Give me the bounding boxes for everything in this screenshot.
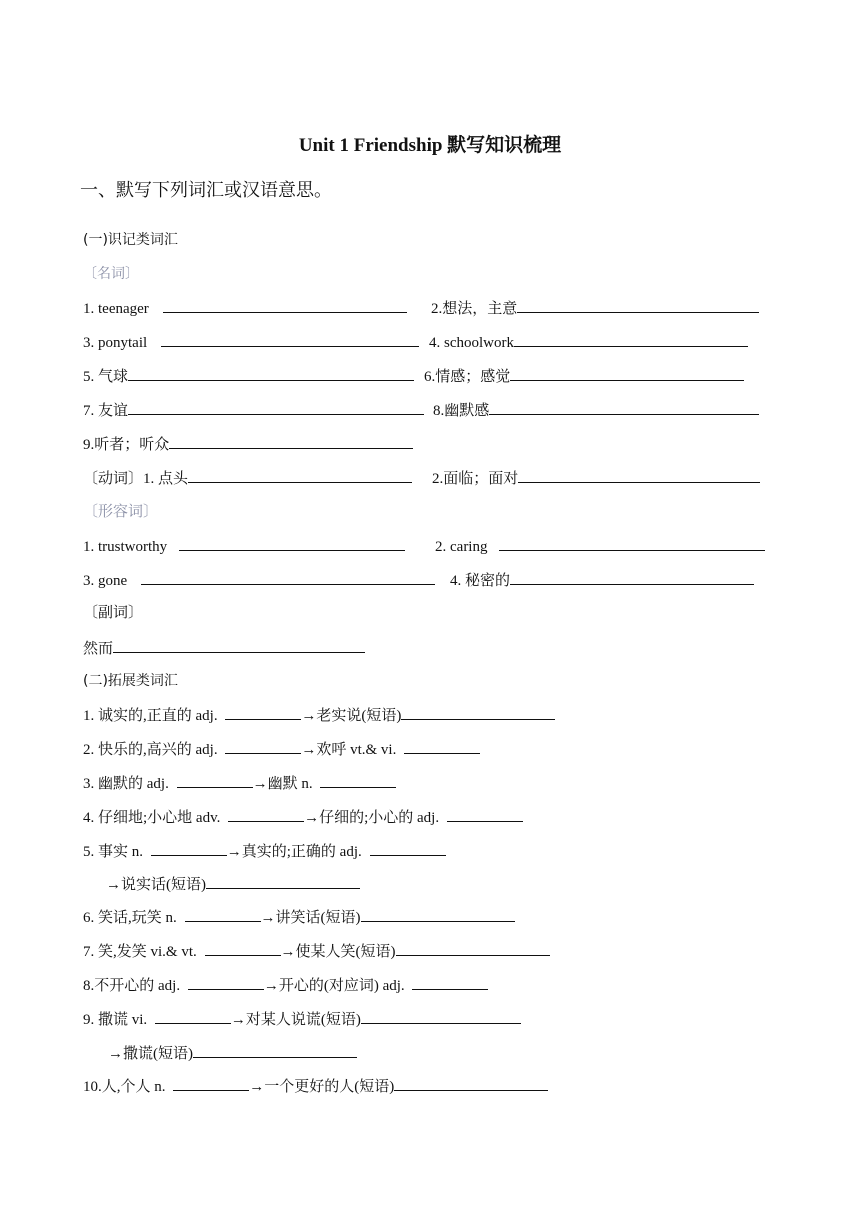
- item-prompt: 2. 快乐的,高兴的 adj.: [83, 742, 218, 758]
- part-two-heading: (二)拓展类词汇: [83, 673, 178, 689]
- item-derived-prompt: →说实话(短语): [106, 877, 206, 893]
- derivation-row-4: [83, 806, 523, 828]
- derivation-row-1: [83, 704, 555, 726]
- adjective-prompt: 3. gone: [83, 573, 128, 589]
- noun-prompt: 5. 气球: [83, 369, 129, 385]
- answer-blank[interactable]: [228, 806, 304, 822]
- part-one-heading: (一)识记类词汇: [83, 232, 178, 248]
- item-prompt: 4. 仔细地;小心地 adv.: [83, 810, 221, 826]
- answer-blank[interactable]: [225, 704, 301, 720]
- noun-prompt: 6.情感；感觉: [424, 369, 511, 385]
- answer-blank[interactable]: [173, 1075, 249, 1091]
- answer-blank[interactable]: [404, 738, 480, 754]
- adjectives-label: 〔形容词〕: [83, 504, 159, 520]
- answer-blank[interactable]: [510, 365, 744, 381]
- answer-blank[interactable]: [193, 1042, 357, 1058]
- answer-blank[interactable]: [155, 1008, 231, 1024]
- answer-blank[interactable]: [206, 873, 360, 889]
- answer-blank[interactable]: [128, 399, 424, 415]
- answer-blank[interactable]: [151, 840, 227, 856]
- noun-row-3: [83, 365, 511, 387]
- noun-row-5: [83, 433, 413, 455]
- item-prompt: 10.人,个人 n.: [83, 1079, 166, 1095]
- adverb-row: [83, 637, 365, 659]
- answer-blank[interactable]: [179, 535, 405, 551]
- item-prompt: 6. 笑话,玩笑 n.: [83, 910, 177, 926]
- noun-row-4: [83, 399, 490, 421]
- noun-prompt: 2.想法，主意: [431, 301, 518, 317]
- answer-blank[interactable]: [128, 365, 414, 381]
- item-derived-prompt: →老实说(短语): [301, 708, 402, 724]
- answer-blank[interactable]: [320, 772, 396, 788]
- derivation-row-9b: [108, 1042, 357, 1064]
- adverbs-label: 〔副词〕: [83, 605, 144, 621]
- answer-blank[interactable]: [225, 738, 301, 754]
- answer-blank[interactable]: [396, 940, 550, 956]
- derivation-row-5: [83, 840, 446, 862]
- answer-blank[interactable]: [177, 772, 253, 788]
- answer-blank[interactable]: [401, 704, 555, 720]
- answer-blank[interactable]: [188, 467, 412, 483]
- answer-blank[interactable]: [163, 297, 407, 313]
- adjective-row-2: [83, 569, 511, 591]
- derivation-row-3: [83, 772, 396, 794]
- adjective-prompt: 2. caring: [435, 539, 488, 555]
- answer-blank[interactable]: [447, 806, 523, 822]
- answer-blank[interactable]: [514, 331, 748, 347]
- item-derived-prompt: →讲笑话(短语): [260, 910, 361, 926]
- adverb-prompt: 然而: [83, 641, 114, 657]
- item-prompt: 5. 事实 n.: [83, 844, 144, 860]
- answer-blank[interactable]: [489, 399, 759, 415]
- answer-blank[interactable]: [370, 840, 446, 856]
- item-derived-prompt: →使某人笑(短语): [280, 944, 396, 960]
- derivation-row-7: [83, 940, 550, 962]
- item-derived-prompt: →一个更好的人(短语): [249, 1079, 395, 1095]
- item-derived-prompt: →撒谎(短语): [108, 1046, 193, 1062]
- answer-blank[interactable]: [510, 569, 754, 585]
- item-prompt: 8.不开心的 adj.: [83, 978, 181, 994]
- adjective-row-1: [83, 535, 488, 557]
- nouns-label: 〔名词〕: [83, 266, 139, 282]
- answer-blank[interactable]: [205, 940, 281, 956]
- item-prompt: 9. 撒谎 vi.: [83, 1012, 148, 1028]
- noun-prompt: 9.听者；听众: [83, 437, 170, 453]
- derivation-row-8: [83, 974, 488, 996]
- verbs-label: 〔动词〕1. 点头: [83, 471, 189, 487]
- noun-prompt: 3. ponytail: [83, 335, 148, 351]
- item-prompt: 1. 诚实的,正直的 adj.: [83, 708, 218, 724]
- item-derived-prompt: →开心的(对应词) adj.: [263, 978, 405, 994]
- answer-blank[interactable]: [412, 974, 488, 990]
- answer-blank[interactable]: [185, 906, 261, 922]
- answer-blank[interactable]: [161, 331, 419, 347]
- verb-row: [83, 467, 519, 489]
- noun-prompt: 8.幽默感: [433, 403, 490, 419]
- answer-blank[interactable]: [141, 569, 435, 585]
- item-derived-prompt: →仔细的;小心的 adj.: [304, 810, 440, 826]
- derivation-row-2: [83, 738, 480, 760]
- page-title: Unit 1 Friendship 默写知识梳理: [298, 135, 562, 156]
- item-derived-prompt: →幽默 n.: [252, 776, 313, 792]
- derivation-row-6: [83, 906, 515, 928]
- section-heading: 一、默写下列词汇或汉语意思。: [80, 180, 332, 201]
- noun-row-2: [83, 331, 514, 353]
- item-derived-prompt: →欢呼 vt.& vi.: [301, 742, 397, 758]
- derivation-row-10: [83, 1075, 548, 1097]
- noun-prompt: 1. teenager: [83, 301, 149, 317]
- item-prompt: 3. 幽默的 adj.: [83, 776, 169, 792]
- item-derived-prompt: →真实的;正确的 adj.: [226, 844, 362, 860]
- item-prompt: 7. 笑,发笑 vi.& vt.: [83, 944, 197, 960]
- answer-blank[interactable]: [361, 1008, 521, 1024]
- verb-prompt: 2.面临；面对: [432, 471, 519, 487]
- answer-blank[interactable]: [518, 467, 760, 483]
- answer-blank[interactable]: [113, 637, 365, 653]
- derivation-row-9: [83, 1008, 521, 1030]
- answer-blank[interactable]: [169, 433, 413, 449]
- derivation-row-5b: [106, 873, 360, 895]
- answer-blank[interactable]: [517, 297, 759, 313]
- noun-prompt: 4. schoolwork: [429, 335, 514, 351]
- noun-row-1: [83, 297, 518, 319]
- answer-blank[interactable]: [361, 906, 515, 922]
- answer-blank[interactable]: [394, 1075, 548, 1091]
- noun-prompt: 7. 友谊: [83, 403, 129, 419]
- item-derived-prompt: →对某人说谎(短语): [230, 1012, 361, 1028]
- answer-blank[interactable]: [188, 974, 264, 990]
- answer-blank[interactable]: [499, 535, 765, 551]
- adjective-prompt: 1. trustworthy: [83, 539, 168, 555]
- adjective-prompt: 4. 秘密的: [450, 573, 511, 589]
